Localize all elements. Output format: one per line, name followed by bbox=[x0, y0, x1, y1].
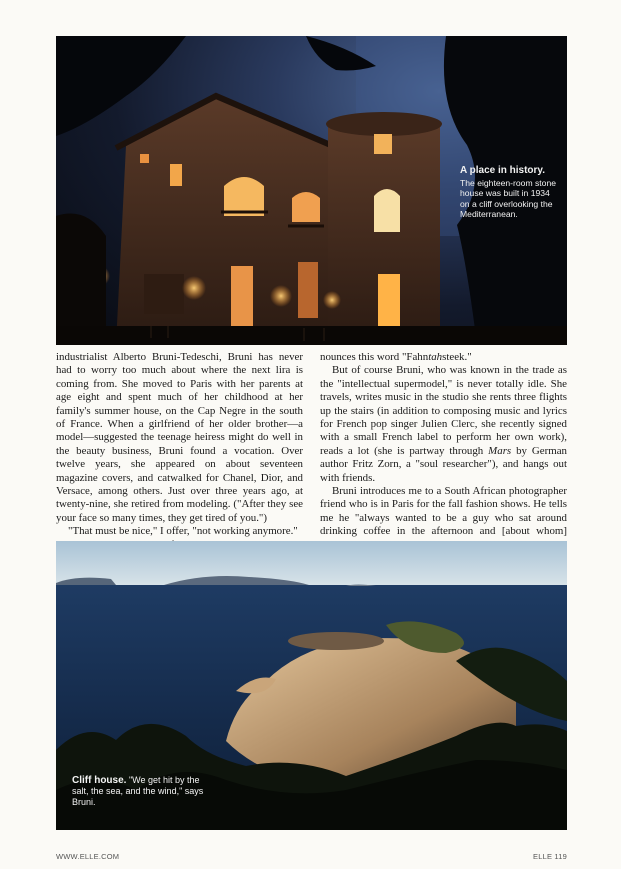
cliff-sea-photo bbox=[56, 541, 567, 830]
article-column-right bbox=[320, 351, 567, 566]
caption-text: The eighteen-room stone house was built in 1934 on a cliff overlooking the Mediterranean. bbox=[460, 177, 557, 220]
caption-title: A place in history. bbox=[460, 165, 546, 176]
text-run: Bruni introduces me to a South African photographer friend who is in Paris for the fall fashion shows. He tells me he "always wanted to be a guy who sat around drinking coffee in the afternoon and [about whom] bbox=[320, 485, 567, 538]
paragraph bbox=[320, 351, 567, 364]
caption-title: Cliff house. bbox=[72, 775, 127, 786]
text-run: But of course Bruni, who was known in the trade as the "intellectual supermodel," is never totally idle. She travels, writes music in the studio she rents three flights up the stairs (in addition to composing music and lyrics for French pop singer Julien Clerc, she recently signed with a small French label to perform her own work), reads a lot (she is partway through bbox=[320, 364, 567, 457]
footer-website: WWW.ELLE.COM bbox=[56, 852, 120, 861]
footer-page-number: ELLE 119 bbox=[533, 852, 567, 861]
text-run: by German author Fritz Zorn, a "soul researcher"), and hangs out with friends. bbox=[320, 444, 567, 484]
emphasis: tah bbox=[428, 351, 443, 363]
caption-text: "We get hit by the salt, the sea, and the wind," says Bruni. bbox=[72, 775, 204, 807]
photo-caption-top bbox=[460, 166, 560, 220]
book-title: Mars bbox=[488, 444, 512, 457]
article-column-left bbox=[56, 351, 303, 552]
photo-caption-bottom bbox=[72, 775, 208, 808]
paragraph: industrialist Alberto Bruni-Tedeschi, Bruni has never had to worry too much about where the next lira is coming from. She moved to Paris with her parents at age eight and spent much of her childhood at her family's summer house, on the Cap Negre in the south of France. When a girlfriend of her older brother—a model—suggested the teenage heiress might do well in the beauty business, Bruni found a vocation. Over twelve years, she appeared on about seventeen magazine covers, and catwalked for Chanel, Dior, and Versace, among others. Just over three years ago, at twenty-nine, she retired from modeling. ("After they see your face so many times, they get tired of you.") bbox=[56, 351, 303, 524]
paragraph: "That must be nice," I offer, "not working anymore." bbox=[68, 525, 298, 538]
villa-night-photo bbox=[56, 36, 567, 345]
text-run: nounces this word "Fahn bbox=[320, 351, 429, 363]
paragraph bbox=[320, 364, 567, 485]
text-run: steek." bbox=[442, 351, 472, 363]
